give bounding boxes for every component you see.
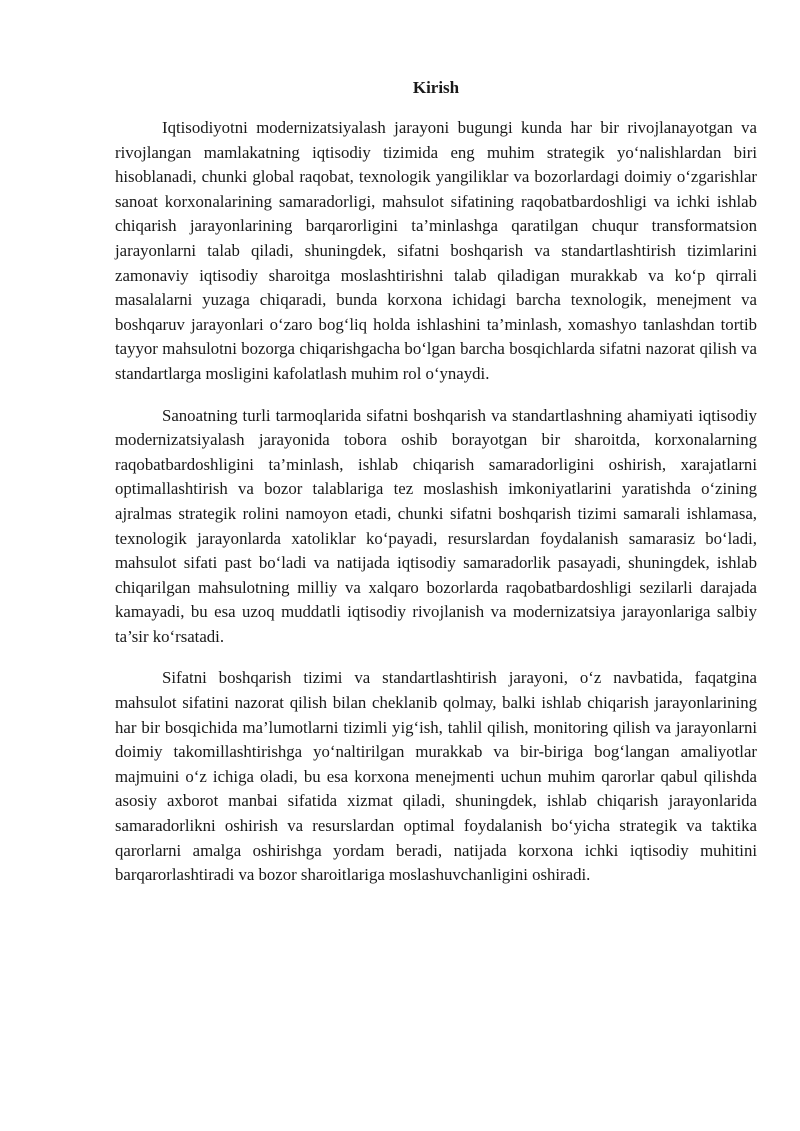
paragraph-3: Sifatni boshqarish tizimi va standartlashtirish jarayoni, o‘z navbatida, faqatgina mahsulot sifatini nazorat qilish bilan cheklanib qolmay, balki ishlab chiqarish jarayonlarining har bir bosqichida ma’lumotlarni tizimli yig‘ish, tahlil qilish, monitoring qilish va jarayonlarni doimiy takomillashtirishga yo‘naltirilgan murakkab va bir-biriga bog‘langan amaliyotlar majmuini o‘z ichiga oladi, bu esa korxona menejmenti uchun muhim qarorlar qabul qilishda asosiy axborot manbai sifatida xizmat qiladi, shuningdek, ishlab chiqarish jarayonlarida samaradorlikni oshirish va resurslardan optimal foydalanish bo‘yicha strategik va taktika qarorlarni amalga oshirishga yordam beradi, natijada korxona ichki iqtisodiy muhitini barqarorlashtiradi va bozor sharoitlariga moslashuvchanligini oshiradi. [115, 668, 757, 885]
paragraph-2: Sanoatning turli tarmoqlarida sifatni boshqarish va standartlashning ahamiyati iqtisodiy modernizatsiyalash jarayonida tobora oshib borayotgan bir sharoitda, korxonalarning raqobatbardoshligini ta’minlash, ishlab chiqarish samaradorligini oshirish, xarajatlarni optimallashtirish va bozor talablariga tez moslashish imkoniyatlarini yaratishda o‘zining ajralmas strategik rolini namoyon etadi, chunki sifatni boshqarish tizimi samarali ishlamasa, texnologik jarayonlarda xatoliklar ko‘payadi, resurslardan foydalanish samarasiz bo‘ladi, mahsulot sifati past bo‘ladi va natijada iqtisodiy samaradorlik pasayadi, shuningdek, ishlab chiqarilgan mahsulotning milliy va xalqaro bozorlarda raqobatbardoshligi sezilarli darajada kamayadi, bu esa uzoq muddatli iqtisodiy rivojlanish va modernizatsiya jarayonlariga salbiy ta’sir ko‘rsatadi. [115, 405, 757, 646]
paragraph-1: Iqtisodiyotni modernizatsiyalash jarayoni bugungi kunda har bir rivojlanayotgan va rivojlangan mamlakatning iqtisodiy tizimida eng muhim strategik yo‘nalishlardan biri hisoblanadi, chunki global raqobat, texnologik yangiliklar va bozorlardagi doimiy o‘zgarishlar sanoat korxonalarining samaradorligi, mahsulot sifatining raqobatbardoshligi va ichki ishlab chiqarish jarayonlarining barqarorligini ta’minlashga qaratilgan chuqur transformatsion jarayonlarni talab qiladi, shuningdek, sifatni boshqarish va standartlashtirish tizimlarini zamonaviy iqtisodiy sharoitga moslashtirishni talab qiladigan murakkab va ko‘p qirrali masalalarni yuzaga chiqaradi, bunda korxona ichidagi barcha texnologik, menejment va boshqaruv jarayonlari o‘zaro bog‘liq holda ishlashini ta’minlash, xomashyo tanlashdan tortib tayyor mahsulotni bozorga chiqarishgacha bo‘lgan barcha bosqichlarda sifatni nazorat qilish va standartlarga mosligini kafolatlash muhim rol o‘ynaydi. [115, 118, 757, 383]
section-title: Kirish [412, 78, 460, 97]
document-body [115, 76, 757, 905]
